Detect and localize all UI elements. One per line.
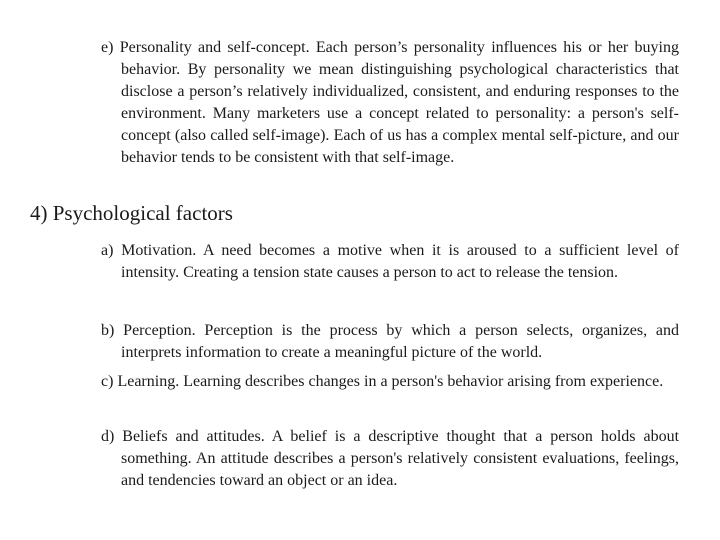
list-marker: c) [101,373,114,390]
list-marker: b) [101,322,115,339]
list-item-personality [101,37,679,169]
list-item-body: Learning. Learning describes changes in a person's behavior arising from experience. [117,373,664,390]
list-item-text [101,320,679,364]
list-marker: a) [101,242,114,259]
list-item-body: Perception. Perception is the process by which a person selects, organizes, and interprets information to create a meaningful picture of the world. [121,322,680,361]
list-item-text [101,426,679,492]
list-item-motivation [101,240,679,284]
section-heading: 4) Psychological factors [30,201,233,225]
list-item-text [101,371,679,393]
list-item-body: Motivation. A need becomes a motive when it is aroused to a sufficient level of intensity. Creating a tension state causes a person to act to release the tension. [121,242,680,281]
list-item-body: Personality and self-concept. Each person’s personality influences his or her buying behavior. By personality we mean distinguishing psychological characteristics that disclose a person’s relatively individualized, consistent, and enduring responses to the environment. Many marketers use a concept related to personality: a person's self-concept (also called self-image). Each of us has a complex mental self-picture, and our behavior tends to be consistent with that self-image. [119,39,679,166]
list-item-perception [101,320,679,364]
list-item-beliefs-attitudes [101,426,679,492]
list-item-body: Beliefs and attitudes. A belief is a descriptive thought that a person holds about something. An attitude describes a person's relatively consistent evaluations, feelings, and tendencies toward an object or an idea. [121,428,680,489]
list-item-text [101,240,679,284]
list-item-learning [101,371,679,393]
list-marker: e) [101,39,114,56]
list-marker: d) [101,428,115,445]
list-item-text [101,37,679,169]
